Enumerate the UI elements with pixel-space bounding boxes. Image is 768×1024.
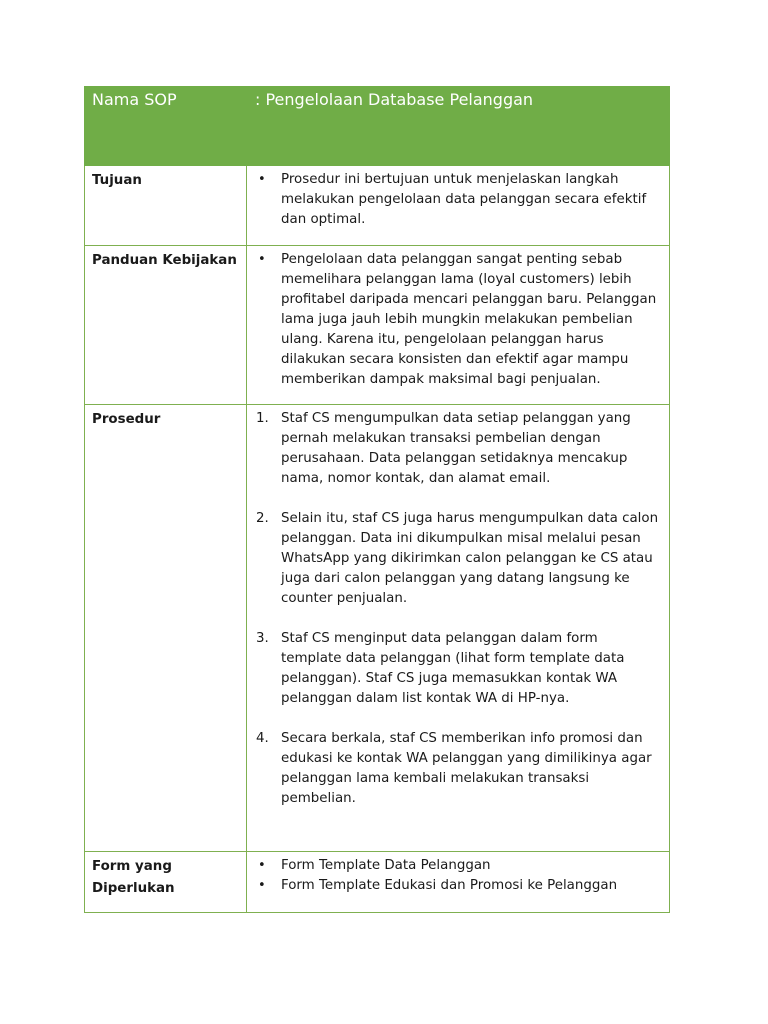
row-form-diperlukan (85, 852, 670, 913)
tujuan-list (253, 170, 661, 230)
step-text: Selain itu, staf CS juga harus mengumpulkan data calon pelanggan. Data ini dikumpulkan misal melalui pesan WhatsApp yang dikirimkan calon pelanggan ke CS atau juga dari calon pelanggan yang datang langsung ke counter penjualan. (281, 511, 659, 606)
panduan-list (253, 250, 661, 390)
list-item (253, 250, 661, 390)
step-item (253, 409, 661, 489)
step-text: Staf CS mengumpulkan data setiap pelanggan yang pernah melakukan transaksi pembelian dengan perusahaan. Data pelanggan setidaknya mencakup nama, nomor kontak, dan alamat email. (281, 411, 631, 486)
bullet-icon: • (258, 172, 266, 187)
panduan-content (247, 246, 670, 405)
panduan-label: Panduan Kebijakan (85, 246, 247, 405)
form-content (247, 852, 670, 913)
list-item-text: Form Template Edukasi dan Promosi ke Pelanggan (281, 878, 618, 893)
list-item (253, 856, 661, 876)
list-item-text: Pengelolaan data pelanggan sangat penting sebab memelihara pelanggan lama (loyal customers) lebih profitabel daripada mencari pelanggan baru. Pelanggan lama juga jauh lebih mungkin melakukan pembelian ulang. Karena itu, pengelolaan pelanggan harus dilakukan secara konsisten dan efektif agar mampu memberikan dampak maksimal bagi penjualan. (281, 252, 657, 387)
tujuan-label: Tujuan (85, 166, 247, 246)
form-list (253, 856, 661, 896)
form-label-line1: Form yang (92, 859, 172, 874)
form-label (85, 852, 247, 913)
prosedur-label: Prosedur (85, 405, 247, 852)
step-item (253, 729, 661, 809)
prosedur-steps (253, 409, 661, 809)
step-number: 2. (256, 511, 269, 526)
step-number: 4. (256, 731, 269, 746)
form-label-line2: Diperlukan (92, 881, 175, 896)
step-text: Staf CS menginput data pelanggan dalam form template data pelanggan (lihat form template data pelanggan). Staf CS juga memasukkan kontak WA pelanggan dalam list kontak WA di HP-nya. (281, 631, 625, 706)
header-row (85, 87, 670, 166)
row-panduan-kebijakan (85, 246, 670, 405)
list-item-text: Form Template Data Pelanggan (281, 858, 491, 873)
bullet-icon: • (258, 252, 266, 267)
step-text: Secara berkala, staf CS memberikan info promosi dan edukasi ke kontak WA pelanggan yang dimilikinya agar pelanggan lama kembali melakukan transaksi pembelian. (281, 731, 652, 806)
step-number: 1. (256, 411, 269, 426)
list-item (253, 876, 661, 896)
step-number: 3. (256, 631, 269, 646)
list-item (253, 170, 661, 230)
prosedur-content (247, 405, 670, 852)
row-prosedur (85, 405, 670, 852)
step-item (253, 509, 661, 609)
list-item-text: Prosedur ini bertujuan untuk menjelaskan langkah melakukan pengelolaan data pelanggan secara efektif dan optimal. (281, 172, 647, 227)
bullet-icon: • (258, 858, 266, 873)
header-label: Nama SOP (85, 87, 247, 166)
step-item (253, 629, 661, 709)
tujuan-content (247, 166, 670, 246)
sop-table (84, 86, 670, 913)
sop-title: : Pengelolaan Database Pelanggan (247, 87, 670, 166)
bullet-icon: • (258, 878, 266, 893)
row-tujuan (85, 166, 670, 246)
